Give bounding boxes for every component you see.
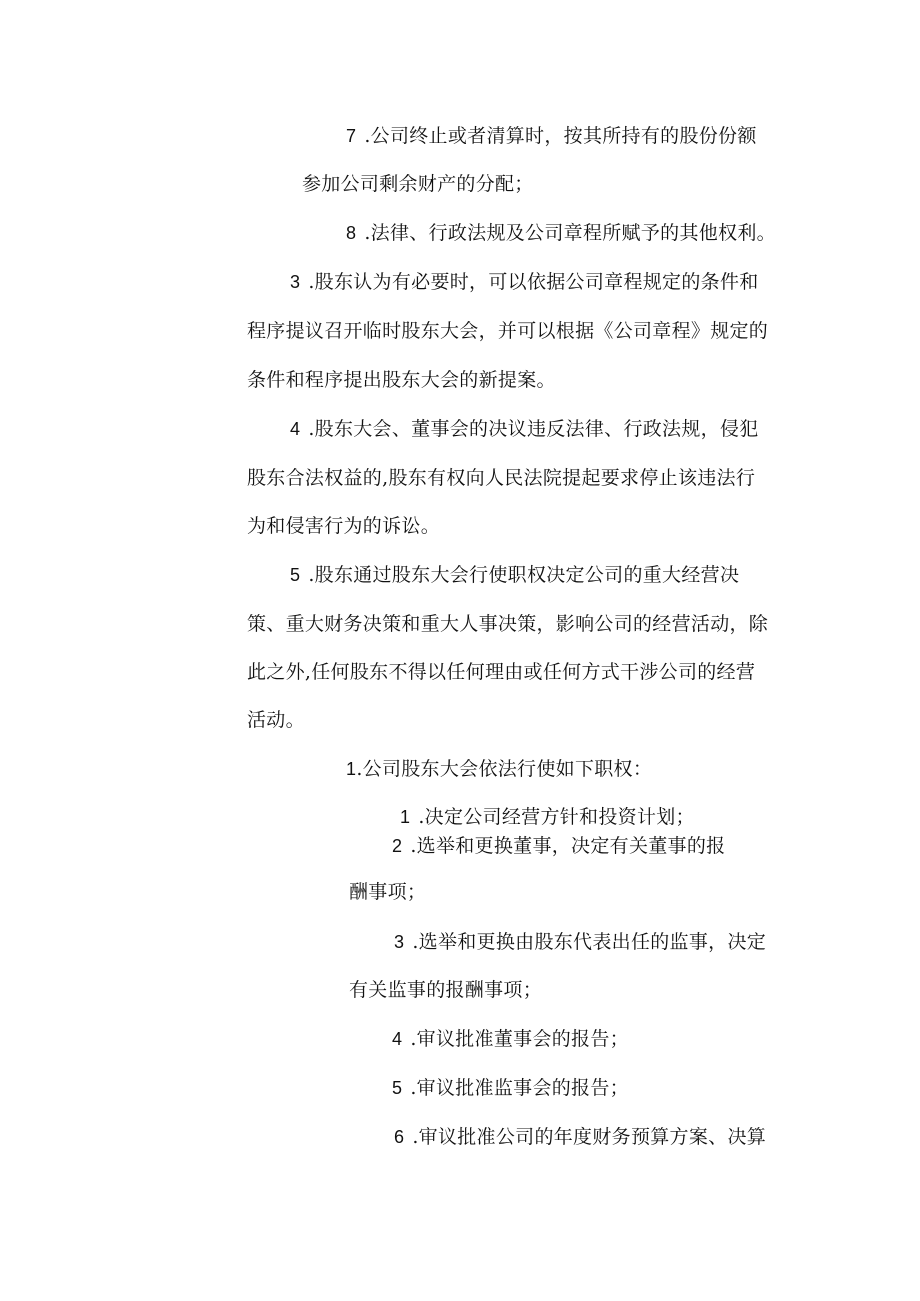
power-3-line-1 [394,930,766,954]
paragraph-4-line-1 [290,417,759,441]
power-5-number: 5 [392,1078,403,1098]
power-3-number: 3 [394,932,405,952]
power-6-line-1 [394,1125,766,1149]
powers-heading-number: 1 [346,759,357,779]
item-7-line-1 [346,124,757,148]
powers-heading [346,757,652,781]
paragraph-3-line-1 [290,270,759,294]
paragraph-4-text: .股东大会、董事会的决议违反法律、行政法规，侵犯 [308,418,759,440]
power-6-number: 6 [394,1127,405,1147]
power-6-text: .审议批准公司的年度财务预算方案、决算 [412,1126,767,1148]
paragraph-5-line-1 [290,563,739,587]
power-4-text: .审议批准董事会的报告； [410,1028,629,1050]
power-1-text: .决定公司经营方针和投资计划； [418,806,695,828]
paragraph-5-text: .股东通过股东大会行使职权决定公司的重大经营决 [308,564,740,586]
power-1-line-1 [400,805,695,829]
power-4-number: 4 [392,1029,403,1049]
power-2-line-2: 酬事项； [349,881,427,903]
paragraph-4-number: 4 [290,419,301,439]
power-3-text: .选举和更换由股东代表出任的监事，决定 [412,931,767,953]
powers-heading-text: .公司股东大会依法行使如下职权： [356,758,653,780]
paragraph-4-line-3: 为和侵害行为的诉讼。 [247,515,441,537]
power-2-line-1 [392,834,725,858]
power-2-text: .选举和更换董事，决定有关董事的报 [410,835,726,857]
paragraph-3-number: 3 [290,272,301,292]
paragraph-3-line-2: 程序提议召开临时股东大会，并可以根据《公司章程》规定的 [247,320,769,342]
paragraph-5-line-2: 策、重大财务决策和重大人事决策，影响公司的经营活动，除 [247,613,769,635]
item-7-line-2: 参加公司剩余财产的分配； [302,173,534,195]
item-8-line-1 [346,221,776,245]
item-8-number: 8 [346,223,357,243]
item-7-number: 7 [346,126,357,146]
item-7-text: .公司终止或者清算时，按其所持有的股份份额 [364,125,757,147]
power-3-line-2: 有关监事的报酬事项； [349,979,543,1001]
power-5-line-1 [392,1076,629,1100]
paragraph-5-number: 5 [290,565,301,585]
power-5-text: .审议批准监事会的报告； [410,1077,629,1099]
power-4-line-1 [392,1027,629,1051]
paragraph-4-line-2: 股东合法权益的,股东有权向人民法院提起要求停止该违法行 [247,467,756,489]
paragraph-5-line-3: 此之外,任何股东不得以任何理由或任何方式干涉公司的经营 [247,661,756,683]
paragraph-3-text: .股东认为有必要时，可以依据公司章程规定的条件和 [308,271,759,293]
power-1-number: 1 [400,807,411,827]
power-2-number: 2 [392,836,403,856]
item-8-text: .法律、行政法规及公司章程所赋予的其他权利。 [364,222,776,244]
paragraph-5-line-4: 活动。 [247,709,305,731]
paragraph-3-line-3: 条件和程序提出股东大会的新提案。 [247,369,556,391]
